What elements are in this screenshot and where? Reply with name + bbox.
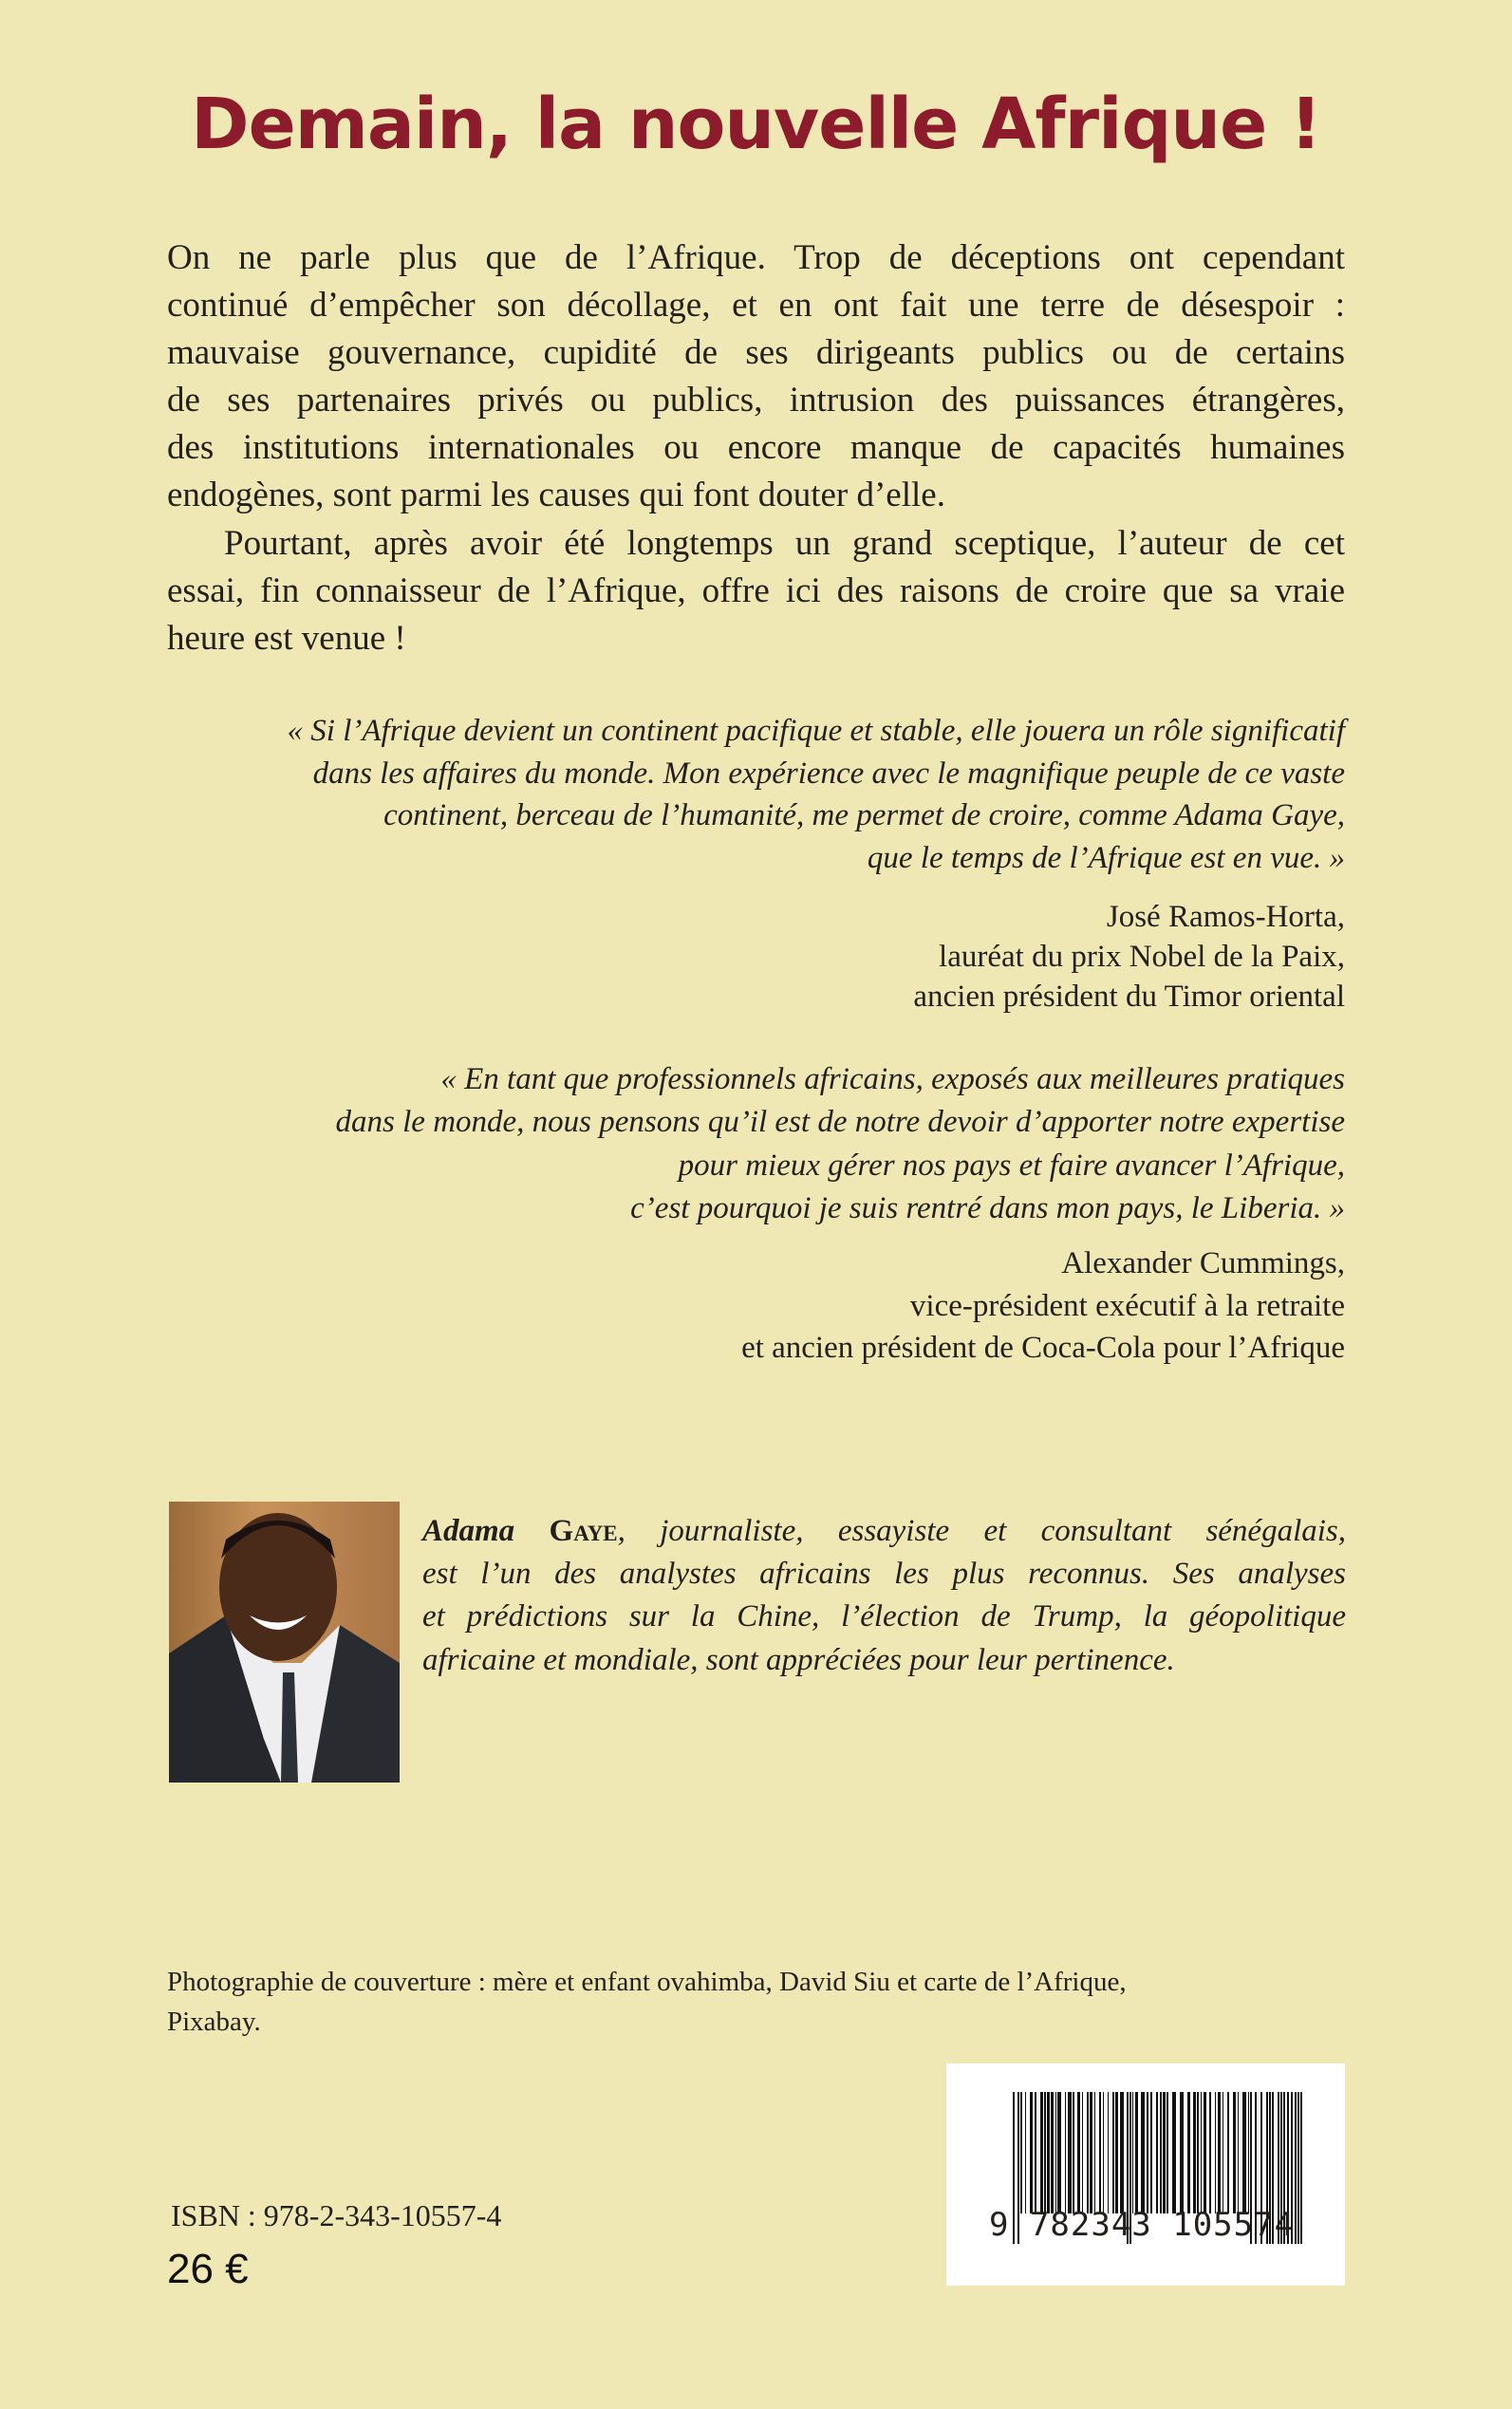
price: 26 €: [167, 2246, 249, 2292]
barcode-bar: [1156, 2092, 1158, 2213]
barcode-bar: [1051, 2092, 1054, 2213]
synopsis-line: des institutions internationales ou encore manque de capacités humaines: [167, 428, 1345, 467]
barcode-bar: [1147, 2092, 1148, 2213]
barcode-bar: [1295, 2092, 1297, 2244]
isbn-barcode: [946, 2064, 1345, 2286]
synopsis-line: heure est venue !: [167, 619, 406, 658]
barcode-bar: [1297, 2092, 1299, 2244]
quote-line: « Si l’Afrique devient un continent pacifique et stable, elle jouera un rôle significatif: [287, 714, 1345, 748]
barcode-bar: [1094, 2092, 1095, 2213]
barcode-bar: [1201, 2092, 1202, 2213]
barcode-bar: [1215, 2092, 1216, 2213]
quote-attribution: Alexander Cummings,: [1061, 1246, 1345, 1280]
quote-attribution: lauréat du prix Nobel de la Paix,: [939, 940, 1345, 974]
barcode-bar: [1150, 2092, 1152, 2213]
barcode-bar: [1047, 2092, 1050, 2213]
barcode-number: 9 782343 105574: [989, 2206, 1296, 2244]
synopsis-line: Pourtant, après avoir été longtemps un grand sceptique, l’auteur de cet: [224, 524, 1345, 563]
barcode-bar: [1025, 2092, 1026, 2213]
barcode-bar: [1242, 2092, 1246, 2213]
barcode-bar: [1135, 2092, 1138, 2213]
barcode-bar: [1099, 2092, 1101, 2213]
quote-attribution: vice-président exécutif à la retraite: [909, 1289, 1345, 1323]
barcode-bar: [1120, 2092, 1124, 2213]
barcode-bar: [1248, 2092, 1249, 2213]
barcode-bar: [1132, 2092, 1133, 2213]
credit-line: Photographie de couverture : mère et enfant ovahimba, David Siu et carte de l’Afrique,: [167, 1967, 1127, 1997]
barcode-bar: [1073, 2092, 1074, 2213]
author-last-name: Gaye: [549, 1514, 618, 1548]
barcode-bar: [1087, 2092, 1089, 2213]
quote-line: continent, berceau de l’humanité, me permet de croire, comme Adama Gaye,: [383, 798, 1345, 832]
barcode-bar: [1300, 2092, 1302, 2244]
barcode-bar: [1193, 2092, 1196, 2213]
barcode-bar: [1030, 2092, 1033, 2213]
barcode-bar: [1187, 2092, 1190, 2213]
quote-line: dans les affaires du monde. Mon expérience avec le magnifique peuple de ce vaste: [312, 756, 1345, 791]
author-name: [422, 1514, 618, 1548]
barcode-bar: [1204, 2092, 1206, 2213]
quote-line: que le temps de l’Afrique est en vue. »: [867, 841, 1345, 875]
barcode-bar: [1167, 2092, 1168, 2213]
barcode-bar: [1068, 2092, 1072, 2213]
barcode-bar: [1112, 2092, 1114, 2213]
synopsis-line: de ses partenaires privés ou publics, intrusion des puissances étrangères,: [167, 381, 1345, 420]
author-first-name: Adama: [422, 1514, 515, 1548]
synopsis-line: endogènes, sont parmi les causes qui font douter d’elle.: [167, 476, 945, 514]
barcode-bar: [1035, 2092, 1036, 2213]
author-photo: [169, 1502, 400, 1783]
barcode-bar: [1082, 2092, 1083, 2213]
quote-attribution: et ancien président de Coca-Cola pour l’Afrique: [741, 1331, 1345, 1365]
barcode-bar: [1163, 2092, 1166, 2213]
barcode-bar: [1065, 2092, 1066, 2213]
barcode-bar: [1209, 2092, 1211, 2213]
barcode-bar: [1115, 2092, 1118, 2213]
barcode-bar: [1020, 2092, 1022, 2213]
barcode-bar: [1197, 2092, 1199, 2213]
barcode-bar: [1040, 2092, 1043, 2213]
synopsis-line: mauvaise gouvernance, cupidité de ses dirigeants publics ou de certains: [167, 333, 1345, 372]
quote-line: pour mieux gérer nos pays et faire avancer l’Afrique,: [678, 1148, 1345, 1183]
synopsis-line: continué d’empêcher son décollage, et en ont fait une terre de désespoir :: [167, 286, 1345, 325]
quote-attribution: José Ramos-Horta,: [1106, 900, 1345, 934]
barcode-bar: [1180, 2092, 1184, 2213]
bio-line: et prédictions sur la Chine, l’élection de Trump, la géopolitique: [422, 1599, 1346, 1634]
bio-line: est l’un des analystes africains les plus reconnus. Ses analyses: [422, 1557, 1346, 1591]
bio-line: [422, 1514, 1346, 1549]
barcode-bar: [1172, 2092, 1176, 2213]
isbn: ISBN : 978-2-343-10557-4: [171, 2198, 502, 2232]
barcode-bar: [1103, 2092, 1104, 2213]
barcode-bar: [1044, 2092, 1046, 2213]
quote-attribution: ancien président du Timor oriental: [913, 980, 1345, 1014]
barcode-bar: [1218, 2092, 1221, 2213]
barcode-bar: [1055, 2092, 1056, 2213]
barcode-bar: [1227, 2092, 1229, 2213]
barcode-bar: [1057, 2092, 1061, 2213]
barcode-bar: [1160, 2092, 1162, 2213]
quote-line: c’est pourquoi je suis rentré dans mon pays, le Liberia. »: [630, 1191, 1345, 1225]
barcode-bar: [1090, 2092, 1092, 2213]
book-title: Demain, la nouvelle Afrique !: [191, 84, 1321, 165]
bio-line: africaine et mondiale, sont appréciées pour leur pertinence.: [422, 1643, 1175, 1677]
synopsis-line: essai, fin connaisseur de l’Afrique, offre ici des raisons de croire que sa vraie: [167, 571, 1345, 610]
barcode-bar: [1077, 2092, 1080, 2213]
bio-text: , journaliste, essayiste et consultant sénégalais,: [617, 1514, 1347, 1548]
barcode-bar: [1141, 2092, 1145, 2213]
barcode-bar: [1233, 2092, 1236, 2213]
synopsis-line: On ne parle plus que de l’Afrique. Trop de déceptions ont cependant: [167, 238, 1345, 277]
credit-line: Pixabay.: [167, 2007, 261, 2037]
quote-line: « En tant que professionnels africains, exposés aux meilleures pratiques: [440, 1062, 1345, 1096]
quote-line: dans le monde, nous pensons qu’il est de notre devoir d’apporter notre expertise: [335, 1105, 1345, 1139]
barcode-bar: [1238, 2092, 1239, 2213]
barcode-bar: [1108, 2092, 1109, 2213]
